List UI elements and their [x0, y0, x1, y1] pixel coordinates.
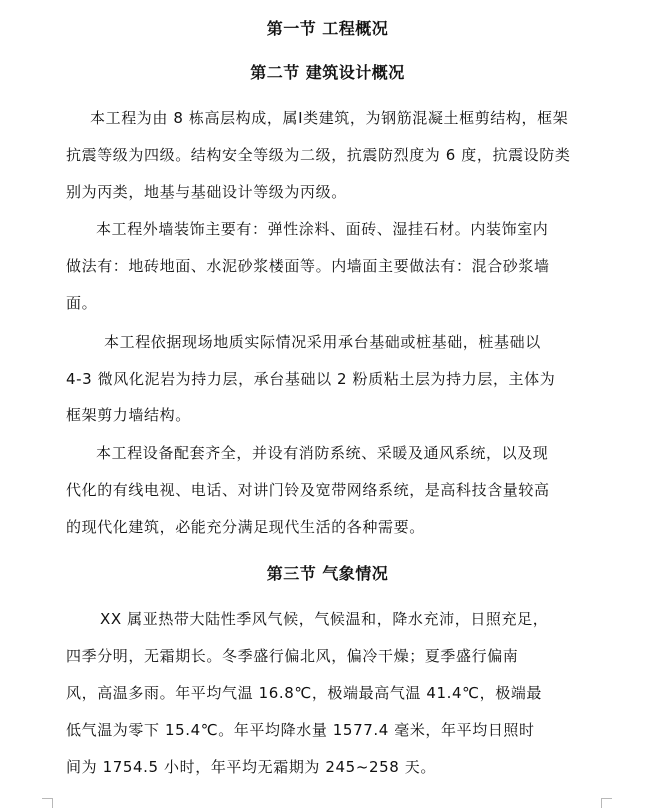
- paragraph-line: 面。: [66, 294, 98, 312]
- paragraph-line: 四季分明，无霜期长。冬季盛行偏北风，偏冷干燥；夏季盛行偏南: [66, 647, 519, 665]
- paragraph-line: 低气温为零下 15.4℃。年平均降水量 1577.4 毫米，年平均日照时: [66, 721, 535, 739]
- paragraph-line: 风，高温多雨。年平均气温 16.8℃，极端最高气温 41.4℃，极端最: [66, 684, 543, 702]
- paragraph-line: 间为 1754.5 小时，年平均无霜期为 245~258 天。: [66, 758, 436, 776]
- paragraph-line: 抗震等级为四级。结构安全等级为二级，抗震防烈度为 6 度，抗震设防类: [66, 146, 571, 164]
- section-1-heading: 第一节 工程概况: [266, 19, 389, 38]
- paragraph-line: 代化的有线电视、电话、对讲门铃及宽带网络系统，是高科技含量较高: [66, 481, 550, 499]
- page-corner-mark-right: [601, 798, 612, 808]
- paragraph-line: 框架剪力墙结构。: [66, 406, 191, 424]
- page-corner-mark-left: [42, 798, 53, 808]
- paragraph-line: 做法有：地砖地面、水泥砂浆楼面等。内墙面主要做法有：混合砂浆墙: [66, 257, 550, 275]
- section-2-heading: 第二节 建筑设计概况: [250, 63, 405, 82]
- section-3-heading: 第三节 气象情况: [266, 564, 389, 583]
- paragraph-line: 本工程外墙装饰主要有：弹性涂料、面砖、湿挂石材。内装饰室内: [96, 220, 549, 238]
- paragraph-line: 4-3 微风化泥岩为持力层，承台基础以 2 粉质粘土层为持力层，主体为: [66, 370, 556, 388]
- paragraph-line: 别为丙类，地基与基础设计等级为丙级。: [66, 183, 347, 201]
- paragraph-line: 本工程依据现场地质实际情况采用承台基础或桩基础，桩基础以: [104, 333, 541, 351]
- paragraph-line: 本工程为由 8 栋高层构成，属Ⅰ类建筑，为钢筋混凝土框剪结构，框架: [90, 109, 569, 127]
- paragraph-line: 本工程设备配套齐全，并设有消防系统、采暖及通风系统，以及现: [96, 444, 549, 462]
- paragraph-line: XX 属亚热带大陆性季风气候，气候温和，降水充沛，日照充足，: [100, 610, 549, 628]
- paragraph-line: 的现代化建筑，必能充分满足现代生活的各种需要。: [66, 518, 425, 536]
